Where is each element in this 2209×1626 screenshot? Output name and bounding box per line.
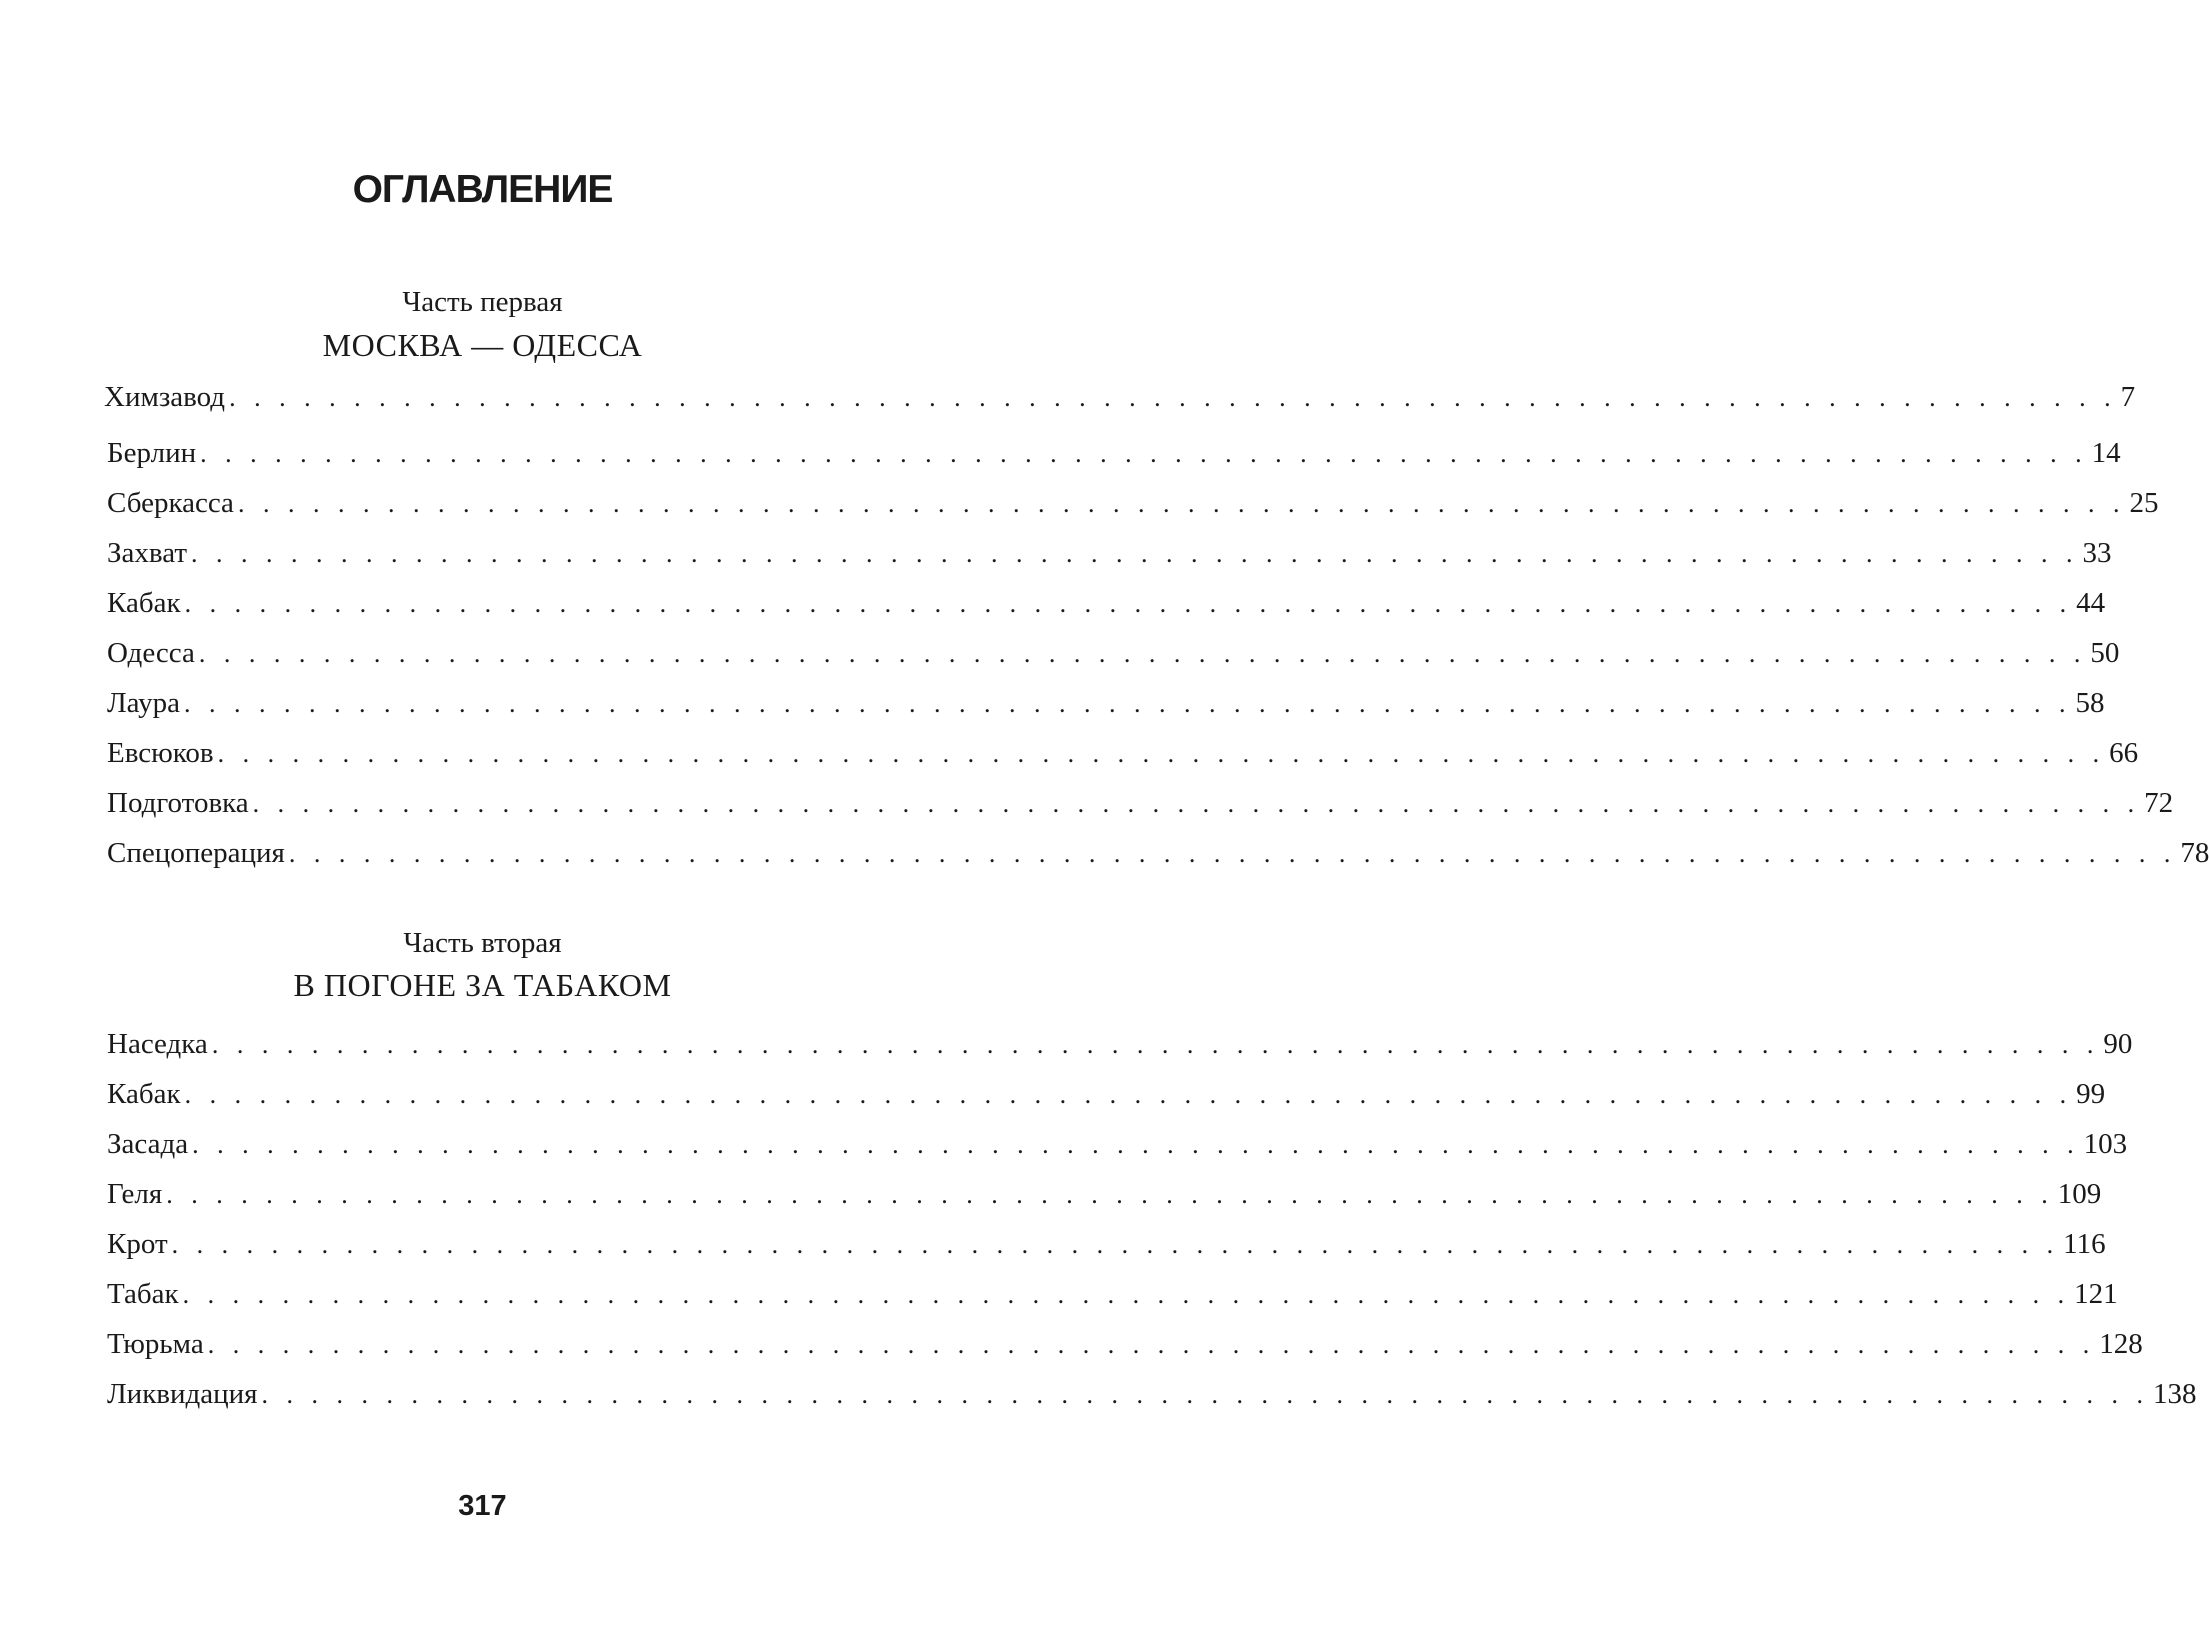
toc-entry[interactable] [107, 583, 2106, 623]
toc-entry[interactable] [104, 377, 2136, 417]
toc-entry-title: Ликвидация [107, 1378, 258, 1410]
dot-leader: . . . . . . . . . . . . . . . . . . . . . . . . . . . . . . . . . . . . . . . . . . . . . . . . . . . . . . . . . . . . . . . . . . . . . . . . . . . . [252, 789, 2141, 818]
toc-entry-page: 7 [2120, 381, 2136, 413]
toc-entry-title: Сберкасса [107, 487, 234, 519]
toc-entry[interactable] [107, 1224, 2106, 1264]
toc-entry-page: 25 [2129, 487, 2159, 519]
toc-entry-page: 66 [2109, 737, 2139, 769]
toc-entry[interactable] [107, 1274, 2118, 1314]
toc-entry[interactable] [107, 1024, 2133, 1064]
toc-entry-title: Одесса [107, 637, 195, 669]
toc-entry-title: Наседка [107, 1028, 208, 1060]
page-number: 317 [458, 1490, 507, 1522]
dot-leader: . . . . . . . . . . . . . . . . . . . . . . . . . . . . . . . . . . . . . . . . . . . . . . . . . . . . . . . . . . . . . . . . . . . . . . . . . . . . [211, 1030, 2100, 1059]
dot-leader: . . . . . . . . . . . . . . . . . . . . . . . . . . . . . . . . . . . . . . . . . . . . . . . . . . . . . . . . . . . . . . . . . . . . . . . . . . . . [171, 1230, 2060, 1259]
toc-entry[interactable] [107, 1374, 2197, 1414]
toc-entry-page: 78 [2180, 837, 2209, 869]
toc-entry-title: Спецоперация [107, 837, 285, 869]
toc-entry-title: Табак [107, 1278, 179, 1310]
toc-entry-page: 103 [2083, 1128, 2128, 1160]
toc-entry[interactable] [107, 733, 2139, 773]
dot-leader: . . . . . . . . . . . . . . . . . . . . . . . . . . . . . . . . . . . . . . . . . . . . . . . . . . . . . . . . . . . . . . . . . . . . . . . . . . . . [288, 839, 2177, 868]
toc-entry-page: 33 [2082, 537, 2112, 569]
toc-entry-title: Геля [107, 1178, 163, 1210]
toc-entry-page: 121 [2074, 1278, 2118, 1310]
toc-entry-page: 109 [2057, 1178, 2102, 1210]
toc-entry-page: 58 [2075, 687, 2105, 719]
dot-leader: . . . . . . . . . . . . . . . . . . . . . . . . . . . . . . . . . . . . . . . . . . . . . . . . . . . . . . . . . . . . . . . . . . . . . . . . . . . . [166, 1180, 2054, 1209]
part-1-label: Часть первая [402, 286, 563, 318]
toc-entry-title: Евсюков [107, 737, 214, 769]
toc-entry-page: 14 [2091, 437, 2121, 469]
dot-leader: . . . . . . . . . . . . . . . . . . . . . . . . . . . . . . . . . . . . . . . . . . . . . . . . . . . . . . . . . . . . . . . . . . . . . . . . . . . . [237, 489, 2126, 518]
toc-entry[interactable] [107, 683, 2105, 723]
toc-entry-page: 128 [2099, 1328, 2143, 1360]
toc-entry[interactable] [107, 633, 2120, 673]
toc-entry-title: Крот [107, 1228, 168, 1260]
toc-entry-page: 90 [2103, 1028, 2133, 1060]
toc-entry[interactable] [107, 483, 2159, 523]
toc-entry-page: 116 [2063, 1228, 2106, 1260]
toc-entry-title: Кабак [107, 1078, 181, 1110]
toc-entry[interactable] [107, 1174, 2102, 1214]
dot-leader: . . . . . . . . . . . . . . . . . . . . . . . . . . . . . . . . . . . . . . . . . . . . . . . . . . . . . . . . . . . . . . . . . . . . . . . . . . . . [261, 1380, 2149, 1409]
dot-leader: . . . . . . . . . . . . . . . . . . . . . . . . . . . . . . . . . . . . . . . . . . . . . . . . . . . . . . . . . . . . . . . . . . . . . . . . . . . . [184, 1080, 2073, 1109]
dot-leader: . . . . . . . . . . . . . . . . . . . . . . . . . . . . . . . . . . . . . . . . . . . . . . . . . . . . . . . . . . . . . . . . . . . . . . . . . . . . [192, 1130, 2080, 1159]
toc-entry[interactable] [107, 833, 2209, 873]
toc-entry[interactable] [107, 1074, 2106, 1114]
dot-leader: . . . . . . . . . . . . . . . . . . . . . . . . . . . . . . . . . . . . . . . . . . . . . . . . . . . . . . . . . . . . . . . . . . . . . . . . . . . . [198, 639, 2087, 668]
toc-entry-page: 50 [2090, 637, 2120, 669]
toc-entry[interactable] [107, 783, 2174, 823]
toc-entry-page: 44 [2076, 587, 2106, 619]
part-2-heading: В ПОГОНЕ ЗА ТАБАКОМ [293, 967, 672, 1003]
toc-entry-title: Захват [107, 537, 188, 569]
toc-entry[interactable] [107, 433, 2121, 473]
toc-entry-page: 99 [2076, 1078, 2106, 1110]
toc-entry-page: 138 [2153, 1378, 2197, 1410]
dot-leader: . . . . . . . . . . . . . . . . . . . . . . . . . . . . . . . . . . . . . . . . . . . . . . . . . . . . . . . . . . . . . . . . . . . . . . . . . . . . [200, 439, 2088, 468]
toc-entry-page: 72 [2144, 787, 2174, 819]
toc-entry-title: Засада [107, 1128, 189, 1160]
dot-leader: . . . . . . . . . . . . . . . . . . . . . . . . . . . . . . . . . . . . . . . . . . . . . . . . . . . . . . . . . . . . . . . . . . . . . . . . . . . . [229, 383, 2117, 412]
toc-entry-title: Кабак [107, 587, 181, 619]
toc-entry[interactable] [107, 533, 2112, 573]
dot-leader: . . . . . . . . . . . . . . . . . . . . . . . . . . . . . . . . . . . . . . . . . . . . . . . . . . . . . . . . . . . . . . . . . . . . . . . . . . . . [217, 739, 2106, 768]
part-1-heading: МОСКВА — ОДЕССА [322, 327, 643, 363]
toc-entry-title: Лаура [107, 687, 180, 719]
dot-leader: . . . . . . . . . . . . . . . . . . . . . . . . . . . . . . . . . . . . . . . . . . . . . . . . . . . . . . . . . . . . . . . . . . . . . . . . . . . . [184, 589, 2073, 618]
dot-leader: . . . . . . . . . . . . . . . . . . . . . . . . . . . . . . . . . . . . . . . . . . . . . . . . . . . . . . . . . . . . . . . . . . . . . . . . . . . . [182, 1280, 2071, 1309]
dot-leader: . . . . . . . . . . . . . . . . . . . . . . . . . . . . . . . . . . . . . . . . . . . . . . . . . . . . . . . . . . . . . . . . . . . . . . . . . . . . [191, 539, 2079, 568]
toc-entry-title: Берлин [107, 437, 197, 469]
part-2-label: Часть вторая [403, 927, 562, 959]
toc-entry-title: Химзавод [104, 381, 226, 413]
toc-entry-title: Подготовка [107, 787, 249, 819]
toc-entry[interactable] [107, 1124, 2128, 1164]
toc-entry-title: Тюрьма [107, 1328, 204, 1360]
page-title: ОГЛАВЛЕНИЕ [352, 168, 613, 211]
toc-entry[interactable] [107, 1324, 2143, 1364]
dot-leader: . . . . . . . . . . . . . . . . . . . . . . . . . . . . . . . . . . . . . . . . . . . . . . . . . . . . . . . . . . . . . . . . . . . . . . . . . . . . [183, 689, 2072, 718]
dot-leader: . . . . . . . . . . . . . . . . . . . . . . . . . . . . . . . . . . . . . . . . . . . . . . . . . . . . . . . . . . . . . . . . . . . . . . . . . . . . [207, 1330, 2096, 1359]
